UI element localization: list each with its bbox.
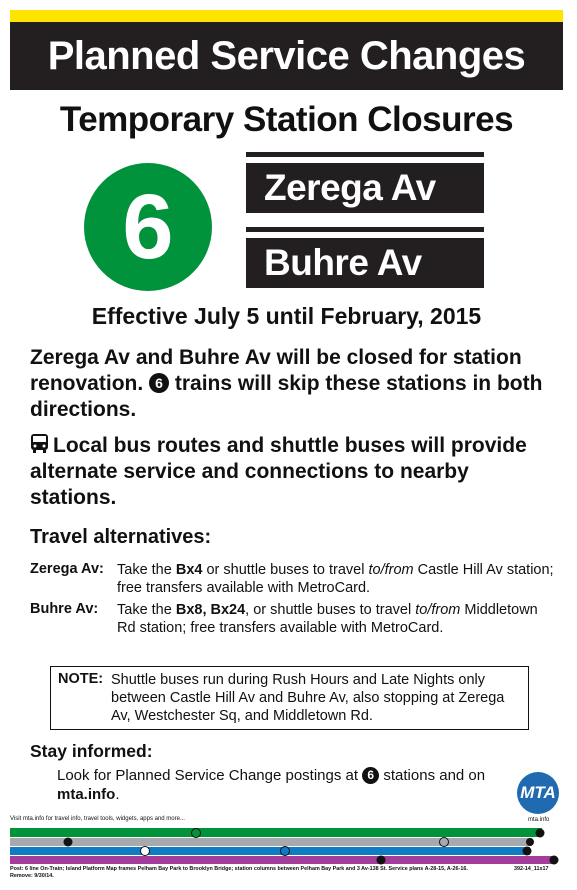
- route-6-inline-bullet: 6: [149, 373, 169, 393]
- bus-notice: [30, 433, 550, 511]
- station-dot: [523, 847, 532, 856]
- closure-notice: [30, 345, 550, 423]
- alt-text-part: or shuttle buses to travel: [202, 562, 369, 578]
- route-6-bullet: 6: [84, 163, 212, 291]
- alt-text-part: Take the: [117, 602, 176, 618]
- travel-alternatives-heading: Travel alternatives:: [30, 526, 212, 548]
- alt-text-emphasis: to/from: [368, 562, 414, 578]
- closure-notice-text-2: trains will skip these stations in both directions.: [30, 372, 543, 421]
- station-dot: [281, 847, 290, 856]
- station-rule: [246, 152, 484, 157]
- stay-informed-text: [57, 766, 487, 804]
- alt-text-part: Middletown Rd station; free transfers available with MetroCard.: [117, 602, 538, 636]
- footer-posting-info: Post: 6 line On-Train; Island Platform Map frames Pelham Bay Park to Brooklyn Bridge; station columns between Pelham Bay Park and 3 Av-138 St. Service plans A-28-15, A-26-16. Remove: 9/30/14.: [10, 866, 468, 879]
- station-sign-buhre: Buhre Av: [246, 238, 484, 288]
- page-header: Planned Service Changes: [10, 22, 563, 90]
- stripe-green: [10, 828, 542, 837]
- page-subtitle: Temporary Station Closures: [59, 100, 514, 139]
- bus-routes: Bx4: [175, 562, 203, 578]
- closure-notice-text: Zerega Av and Buhre Av will be closed for station renovation.: [30, 346, 522, 395]
- alt-text-zerega: [117, 561, 557, 597]
- bus-notice-text: Local bus routes and shuttle buses will provide alternate service and connections to nearby stations.: [30, 434, 527, 509]
- visit-text: Visit mta.info for travel info, travel tools, widgets, apps and more...: [10, 816, 185, 822]
- alt-text-part: , or shuttle buses to travel: [245, 602, 416, 618]
- yellow-accent-bar: [10, 10, 563, 22]
- alt-text-emphasis: to/from: [415, 602, 461, 618]
- alt-label-buhre: Buhre Av:: [30, 601, 99, 617]
- route-6-small-bullet: 6: [362, 767, 379, 784]
- stripe-purple: [10, 856, 555, 864]
- station-dot: [440, 838, 449, 847]
- station-dot: [64, 838, 73, 847]
- note-text: Shuttle buses run during Rush Hours and Late Nights only between Castle Hill Av and Buhre Av, also stopping at Zerega Av, Westchester Sq, and Middletown Rd.: [111, 672, 505, 724]
- stay-text-end: .: [115, 786, 120, 803]
- line-map-stripes: [0, 824, 577, 868]
- station-rule: [246, 227, 484, 232]
- station-dot: [192, 829, 201, 838]
- station-sign-zerega: Zerega Av: [246, 163, 484, 213]
- stay-informed-heading: Stay informed:: [30, 741, 153, 761]
- alt-label-zerega: Zerega Av:: [30, 561, 104, 577]
- mta-logo: MTA: [517, 772, 559, 814]
- mta-site-label: mta.info: [528, 817, 550, 823]
- alt-text-part: Take the: [117, 562, 176, 578]
- stay-text-part: stations and on: [383, 767, 486, 784]
- bus-icon: [30, 433, 49, 454]
- mta-info-link[interactable]: mta.info: [57, 786, 116, 803]
- station-dot: [550, 856, 559, 865]
- effective-dates: Effective July 5 until February, 2015: [91, 303, 482, 329]
- alt-text-part: Castle Hill Av station; free transfers available with MetroCard.: [117, 562, 554, 596]
- station-dot: [526, 838, 534, 846]
- stripe-blue: [10, 847, 530, 855]
- station-dot: [377, 856, 386, 865]
- station-dot: [536, 829, 545, 838]
- footer-code: 392-14_11x17: [514, 866, 549, 872]
- alt-text-buhre: [117, 601, 557, 637]
- stay-text-part: Look for Planned Service Change postings at: [57, 767, 359, 784]
- station-dot: [141, 847, 150, 856]
- note-label: NOTE:: [58, 671, 104, 687]
- bus-routes: Bx8, Bx24: [175, 602, 246, 618]
- stripe-gray: [10, 838, 532, 846]
